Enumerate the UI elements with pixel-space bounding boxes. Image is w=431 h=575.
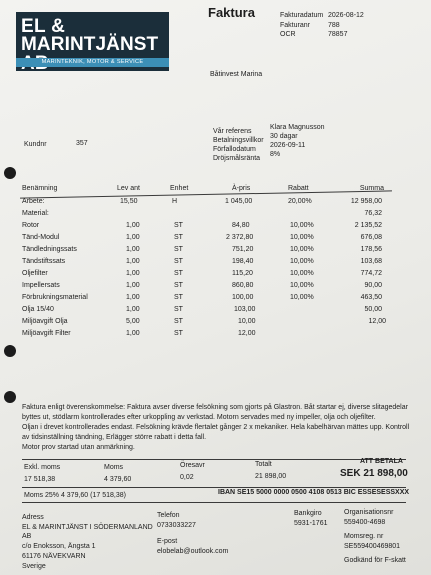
address-line: EL & MARINTJÄNST I SÖDERMANLAND: [22, 524, 153, 531]
col-header-price: À-pris: [232, 185, 251, 192]
item-price: 12,00: [238, 330, 256, 337]
item-unit: H: [172, 198, 178, 205]
address-line: c/o Enoksson, Ängsta 1: [22, 543, 96, 550]
item-qty: 1,00: [126, 282, 140, 289]
item-unit: ST: [174, 318, 183, 325]
terms-value: 2026-09-11: [270, 142, 306, 149]
terms-value: 30 dagar: [270, 133, 298, 140]
item-price: 10,00: [238, 318, 256, 325]
item-unit: ST: [174, 294, 183, 301]
total-value: 21 898,00: [255, 473, 287, 480]
meta-value: 788: [328, 22, 340, 29]
address-line: 61176 NÄVEKVARN: [22, 553, 86, 560]
phone-value: 0733033227: [157, 522, 196, 529]
table-row: [22, 330, 390, 341]
item-qty: 1,00: [126, 306, 140, 313]
item-price: 1 045,00: [225, 198, 253, 205]
item-unit: ST: [174, 330, 183, 337]
bankgiro-label: Bankgiro: [294, 510, 322, 517]
oresavr-label: Öresavr: [180, 462, 205, 469]
address-label: Adress: [22, 514, 44, 521]
company-name-line2: MARINTJÄNST: [21, 34, 159, 55]
col-header-discount: Rabatt: [288, 185, 309, 192]
note-line: Motor prov startad utan anmärkning.: [22, 444, 135, 451]
moms-breakdown: Moms 25% 4 379,60 (17 518,38): [24, 492, 126, 499]
email-label: E-post: [157, 538, 178, 545]
punch-hole: [4, 345, 16, 357]
item-qty: 1,00: [126, 222, 140, 229]
note-line: Oljan i drevet kontrollerades endast. Felsökning krävde flertalet gånger 2 x mekaniker. Hela kabelhärvan mättes upp. Kontroll: [22, 424, 410, 431]
col-header-qty: Lev ant: [117, 185, 140, 192]
customer-name: Båtinvest Marina: [210, 71, 263, 78]
vat-number-label: Momsreg. nr: [344, 533, 384, 540]
item-unit: ST: [174, 306, 183, 313]
company-logo: [16, 12, 169, 71]
table-row: [22, 210, 390, 221]
item-qty: 1,00: [126, 246, 140, 253]
excl-moms-value: 17 518,38: [24, 476, 56, 483]
table-row: [22, 222, 390, 233]
terms-label: Vår referens: [213, 128, 252, 135]
item-name: Tänd-Modul: [22, 234, 60, 241]
table-row: [22, 306, 390, 317]
meta-label: Fakturanr: [280, 22, 310, 29]
customer-number-label: Kundnr: [24, 141, 47, 148]
meta-value: 2026-08-12: [328, 12, 364, 19]
item-name: Miljöavgift Filter: [22, 330, 71, 337]
item-sum: 2 135,52: [354, 222, 382, 229]
item-name: Rotor: [22, 222, 40, 229]
item-price: 2 372,80: [226, 234, 254, 241]
terms-value: 8%: [270, 151, 281, 158]
item-price: 198,40: [232, 258, 254, 265]
note-line: byttes ut, stödlarm kontrollerades efter urkoppling av verkstad. Motorn servades med ny impeller, olja och oljefilter.: [22, 414, 376, 421]
item-name: Oljefilter: [22, 270, 48, 277]
f-skatt-note: Godkänd för F-skatt: [344, 557, 406, 564]
table-row: [22, 258, 390, 269]
company-tagline: MARINTEKNIK, MOTOR & SERVICE: [16, 58, 169, 67]
bankgiro-value: 5931-1761: [294, 520, 328, 527]
totals-top-divider: [22, 459, 406, 460]
item-unit: ST: [174, 246, 183, 253]
item-discount: 10,00%: [290, 222, 314, 229]
oresavr-value: 0,02: [180, 474, 194, 481]
col-header-unit: Enhet: [170, 185, 189, 192]
punch-hole: [4, 391, 16, 403]
item-name: Miljöavgift Olja: [22, 318, 68, 325]
totals-bottom-divider: [22, 487, 406, 488]
item-unit: ST: [174, 234, 183, 241]
col-header-sum: Summa: [359, 185, 384, 192]
meta-value: 78857: [328, 31, 348, 38]
item-unit: ST: [174, 282, 183, 289]
item-sum: 676,08: [360, 234, 382, 241]
table-row: [22, 234, 390, 245]
total-label: Totalt: [255, 461, 272, 468]
excl-moms-label: Exkl. moms: [24, 464, 61, 471]
item-price: 860,80: [232, 282, 254, 289]
note-line: Faktura enligt överenskommelse: Faktura avser diverse felsökning som gjorts på Glastron. Båt startar ej, diverse slitagedelar: [22, 404, 408, 411]
table-row: [22, 270, 390, 281]
table-row: [22, 282, 390, 293]
item-discount: 10,00%: [290, 282, 314, 289]
item-discount: 10,00%: [290, 270, 314, 277]
meta-label: Fakturadatum: [280, 12, 324, 19]
punch-hole: [4, 167, 16, 179]
item-price: 103,00: [234, 306, 256, 313]
item-qty: 1,00: [126, 258, 140, 265]
item-discount: 10,00%: [290, 294, 314, 301]
item-unit: ST: [174, 270, 183, 277]
col-header-name: Benämning: [22, 185, 58, 192]
org-number-value: 559400-4698: [344, 519, 386, 526]
vat-number-value: SE559400469801: [344, 543, 401, 550]
item-sum: 463,50: [360, 294, 382, 301]
item-name: Tändstiftssats: [22, 258, 66, 265]
item-qty: 1,00: [126, 270, 140, 277]
item-sum: 103,68: [360, 258, 382, 265]
phone-label: Telefon: [157, 512, 180, 519]
item-unit: ST: [174, 258, 183, 265]
item-qty: 15,50: [120, 198, 138, 205]
terms-label: Förfallodatum: [213, 146, 256, 153]
item-discount: 20,00%: [288, 198, 312, 205]
note-line: av tidsinställning tändning, Erlägger större rabatt i detta fall.: [22, 434, 207, 441]
item-price: 751,20: [232, 246, 254, 253]
address-line: AB: [22, 533, 32, 540]
att-betala-value: SEK 21 898,00: [340, 468, 408, 479]
moms-label: Moms: [104, 464, 124, 471]
item-qty: 1,00: [126, 294, 140, 301]
item-discount: 10,00%: [290, 246, 314, 253]
item-name: Arbete:: [22, 198, 45, 205]
table-row: [22, 318, 390, 329]
company-name-line1: EL &: [21, 16, 66, 37]
item-name: Impellersats: [22, 282, 60, 289]
customer-number-value: 357: [76, 140, 88, 147]
item-sum: 774,72: [360, 270, 382, 277]
item-discount: 10,00%: [290, 234, 314, 241]
address-line: Sverige: [22, 563, 46, 570]
meta-label: OCR: [280, 31, 296, 38]
item-sum: 12 958,00: [350, 198, 382, 205]
moms-value: 4 379,60: [104, 476, 132, 483]
item-price: 100,00: [232, 294, 254, 301]
item-sum: 90,00: [364, 282, 382, 289]
item-discount: 10,00%: [290, 258, 314, 265]
item-sum: 12,00: [368, 318, 386, 325]
item-name: Tändledningssats: [22, 246, 77, 253]
bank-details: IBAN SE15 5000 0000 0500 4108 0513 BIC ESSESESSXXX: [218, 489, 410, 496]
document-title: Faktura: [208, 5, 255, 20]
item-qty: 5,00: [126, 318, 140, 325]
terms-value: Klara Magnusson: [270, 124, 325, 131]
item-qty: 1,00: [126, 330, 140, 337]
item-sum: 50,00: [364, 306, 382, 313]
att-betala-label: ATT BETALA: [360, 458, 403, 465]
email-value: elobelab@outlook.com: [157, 548, 229, 555]
item-unit: ST: [174, 222, 183, 229]
item-price: 84,80: [232, 222, 250, 229]
table-row: [22, 246, 390, 257]
table-row: [22, 294, 390, 305]
terms-label: Dröjsmålsränta: [213, 155, 261, 162]
item-sum: 178,56: [360, 246, 382, 253]
table-row: [22, 198, 390, 209]
terms-label: Betalningsvillkor: [213, 137, 264, 144]
item-sum: 76,32: [364, 210, 382, 217]
footer-divider: [22, 502, 406, 503]
item-qty: 1,00: [126, 234, 140, 241]
item-price: 115,20: [232, 270, 253, 277]
item-name: Material:: [22, 210, 49, 217]
item-name: Olja 15/40: [22, 306, 54, 313]
item-name: Förbrukningsmaterial: [22, 294, 88, 301]
org-number-label: Organisationsnr: [344, 509, 394, 516]
